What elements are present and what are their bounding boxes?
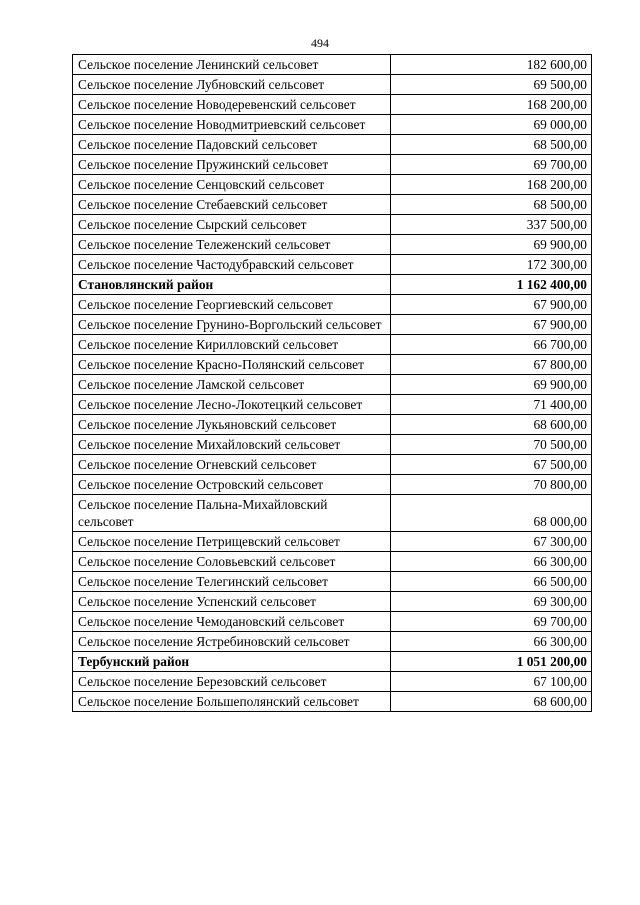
settlement-name: Сельское поселение Успенский сельсовет xyxy=(73,592,391,612)
table-row xyxy=(73,255,592,275)
amount-cell: 68 600,00 xyxy=(391,415,592,435)
table-row xyxy=(73,75,592,95)
amount-cell: 69 700,00 xyxy=(391,612,592,632)
table-row xyxy=(73,552,592,572)
settlement-name: Сельское поселение Частодубравский сельсовет xyxy=(73,255,391,275)
table-row xyxy=(73,215,592,235)
settlement-name: Сельское поселение Кирилловский сельсовет xyxy=(73,335,391,355)
district-row xyxy=(73,275,592,295)
district-total: 1 162 400,00 xyxy=(391,275,592,295)
settlement-name: Сельское поселение Пружинский сельсовет xyxy=(73,155,391,175)
settlement-name: Сельское поселение Чемодановский сельсовет xyxy=(73,612,391,632)
amount-cell: 66 300,00 xyxy=(391,632,592,652)
settlement-name: Сельское поселение Ленинский сельсовет xyxy=(73,55,391,75)
settlement-name: Сельское поселение Грунино-Воргольский сельсовет xyxy=(73,315,391,335)
amount-cell: 68 500,00 xyxy=(391,195,592,215)
settlement-name: Сельское поселение Новодеревенский сельсовет xyxy=(73,95,391,115)
amount-cell: 69 500,00 xyxy=(391,75,592,95)
table-row xyxy=(73,175,592,195)
amount-cell: 168 200,00 xyxy=(391,175,592,195)
table-row xyxy=(73,295,592,315)
amount-cell: 70 800,00 xyxy=(391,475,592,495)
table-row xyxy=(73,532,592,552)
amount-cell: 67 100,00 xyxy=(391,672,592,692)
table-row xyxy=(73,475,592,495)
amount-cell: 70 500,00 xyxy=(391,435,592,455)
settlement-name: Сельское поселение Островский сельсовет xyxy=(73,475,391,495)
allocation-table xyxy=(72,54,592,712)
amount-cell: 168 200,00 xyxy=(391,95,592,115)
amount-cell: 67 800,00 xyxy=(391,355,592,375)
table-row xyxy=(73,135,592,155)
district-total: 1 051 200,00 xyxy=(391,652,592,672)
table-row xyxy=(73,335,592,355)
settlement-name: Сельское поселение Лубновский сельсовет xyxy=(73,75,391,95)
table-row xyxy=(73,572,592,592)
settlement-name: Сельское поселение Ламской сельсовет xyxy=(73,375,391,395)
amount-cell: 67 900,00 xyxy=(391,295,592,315)
amount-cell: 69 900,00 xyxy=(391,375,592,395)
table-row xyxy=(73,355,592,375)
settlement-name: Сельское поселение Большеполянский сельсовет xyxy=(73,692,391,712)
table-row xyxy=(73,95,592,115)
settlement-name: Сельское поселение Огневский сельсовет xyxy=(73,455,391,475)
amount-cell: 66 300,00 xyxy=(391,552,592,572)
amount-cell: 69 000,00 xyxy=(391,115,592,135)
table-row xyxy=(73,672,592,692)
settlement-name: Сельское поселение Телегинский сельсовет xyxy=(73,572,391,592)
table-row xyxy=(73,592,592,612)
table-row xyxy=(73,612,592,632)
table-row xyxy=(73,415,592,435)
district-name: Становлянский район xyxy=(73,275,391,295)
district-row xyxy=(73,652,592,672)
settlement-name: Сельское поселение Лесно-Локотецкий сельсовет xyxy=(73,395,391,415)
settlement-name: Сельское поселение Сенцовский сельсовет xyxy=(73,175,391,195)
amount-cell: 172 300,00 xyxy=(391,255,592,275)
amount-cell: 68 000,00 xyxy=(391,495,592,532)
amount-cell: 67 500,00 xyxy=(391,455,592,475)
settlement-name: Сельское поселение Сырский сельсовет xyxy=(73,215,391,235)
page-number: 494 xyxy=(311,36,329,50)
table-row xyxy=(73,435,592,455)
table-row xyxy=(73,632,592,652)
table-row xyxy=(73,55,592,75)
settlement-name: Сельское поселение Михайловский сельсовет xyxy=(73,435,391,455)
table-row xyxy=(73,235,592,255)
settlement-name: Сельское поселение Соловьевский сельсовет xyxy=(73,552,391,572)
settlement-name: Сельское поселение Пальна-Михайловский сельсовет xyxy=(73,495,391,532)
settlement-name: Сельское поселение Ястребиновский сельсовет xyxy=(73,632,391,652)
table-row xyxy=(73,455,592,475)
settlement-name: Сельское поселение Березовский сельсовет xyxy=(73,672,391,692)
amount-cell: 67 900,00 xyxy=(391,315,592,335)
table-row xyxy=(73,692,592,712)
amount-cell: 66 500,00 xyxy=(391,572,592,592)
settlement-name: Сельское поселение Красно-Полянский сельсовет xyxy=(73,355,391,375)
amount-cell: 68 600,00 xyxy=(391,692,592,712)
amount-cell: 69 900,00 xyxy=(391,235,592,255)
table-row xyxy=(73,195,592,215)
amount-cell: 337 500,00 xyxy=(391,215,592,235)
settlement-name: Сельское поселение Георгиевский сельсовет xyxy=(73,295,391,315)
settlement-name: Сельское поселение Падовский сельсовет xyxy=(73,135,391,155)
amount-cell: 66 700,00 xyxy=(391,335,592,355)
table-row xyxy=(73,375,592,395)
amount-cell: 67 300,00 xyxy=(391,532,592,552)
amount-cell: 71 400,00 xyxy=(391,395,592,415)
amount-cell: 182 600,00 xyxy=(391,55,592,75)
settlement-name: Сельское поселение Петрищевский сельсовет xyxy=(73,532,391,552)
amount-cell: 68 500,00 xyxy=(391,135,592,155)
table-row xyxy=(73,395,592,415)
settlement-name: Сельское поселение Лукьяновский сельсовет xyxy=(73,415,391,435)
table-row xyxy=(73,155,592,175)
table-row xyxy=(73,115,592,135)
amount-cell: 69 300,00 xyxy=(391,592,592,612)
table-body xyxy=(73,55,592,712)
table-row xyxy=(73,315,592,335)
settlement-name: Сельское поселение Тележенский сельсовет xyxy=(73,235,391,255)
table-row xyxy=(73,495,592,532)
settlement-name: Сельское поселение Стебаевский сельсовет xyxy=(73,195,391,215)
district-name: Тербунский район xyxy=(73,652,391,672)
settlement-name: Сельское поселение Новодмитриевский сельсовет xyxy=(73,115,391,135)
amount-cell: 69 700,00 xyxy=(391,155,592,175)
